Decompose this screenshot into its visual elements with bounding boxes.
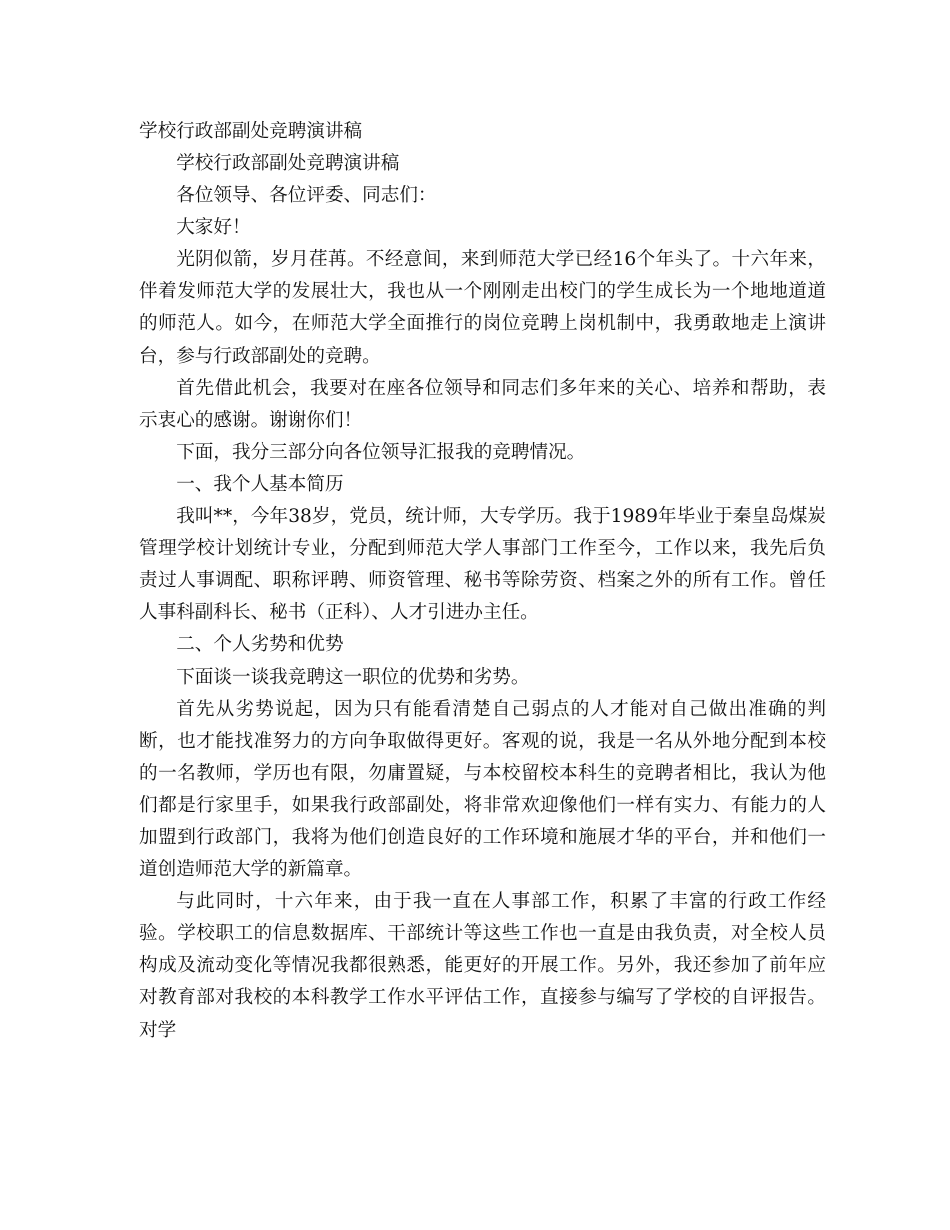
paragraph-outline: 下面，我分三部分向各位领导汇报我的竞聘情况。 [176, 441, 586, 463]
section-heading-resume: 一、我个人基本简历 [176, 473, 344, 495]
document-title: 学校行政部副处竞聘演讲稿 [139, 121, 363, 142]
paragraph-weaknesses: 首先从劣势说起，因为只有能看清楚自己弱点的人才能对自己做出准确的判断，也才能找准努力的方向争取做得更好。客观的说，我是一名从外地分配到本校的一名教师，学历也有限，勿庸置疑，与本校留校本科生的竞聘者相比，我认为他们都是行家里手，如果我行政部副处，将非常欢迎像他们一样有实力、有能力的人加盟到行政部门，我将为他们创造良好的工作环境和施展才华的平台，并和他们一道创造师范大学的新篇章。 [139, 698, 826, 881]
paragraph-intro: 光阴似箭，岁月荏苒。不经意间，来到师范大学已经16个年头了。十六年来，伴着发师范大学的发展壮大，我也从一个刚刚走出校门的学生成长为一个地地道道的师范人。如今，在师范大学全面推行的岗位竞聘上岗机制中，我勇敢地走上演讲台，参与行政部副处的竞聘。 [139, 249, 826, 367]
paragraph-strengths: 与此同时，十六年来，由于我一直在人事部工作，积累了丰富的行政工作经验。学校职工的信息数据库、干部统计等这些工作也一直是由我负责，对全校人员构成及流动变化等情况我都很熟悉，能更好的开展工作。另外，我还参加了前年应对教育部对我校的本科教学工作水平评估工作，直接参与编写了学校的自评报告。对学 [139, 891, 826, 1041]
paragraph-thanks: 首先借此机会，我要对在座各位领导和同志们多年来的关心、培养和帮助，表示衷心的感谢。谢谢你们！ [139, 377, 826, 431]
paragraph-salutation: 各位领导、各位评委、同志们： [176, 185, 437, 207]
paragraph-strengths-intro: 下面谈一谈我竞聘这一职位的优势和劣势。 [176, 666, 530, 688]
paragraph-speech-heading: 学校行政部副处竞聘演讲稿 [176, 153, 400, 174]
paragraph-resume: 我叫**，今年38岁，党员，统计师，大专学历。我于1989年毕业于秦皇岛煤炭管理学校计划统计专业，分配到师范大学人事部门工作至今，工作以来，我先后负责过人事调配、职称评聘、师资管理、秘书等除劳资、档案之外的所有工作。曾任人事科副科长、秘书（正科）、人才引进办主任。 [139, 506, 826, 624]
section-heading-strengths: 二、个人劣势和优势 [176, 634, 344, 656]
document-body [139, 116, 826, 1047]
paragraph-greeting: 大家好！ [176, 217, 251, 239]
